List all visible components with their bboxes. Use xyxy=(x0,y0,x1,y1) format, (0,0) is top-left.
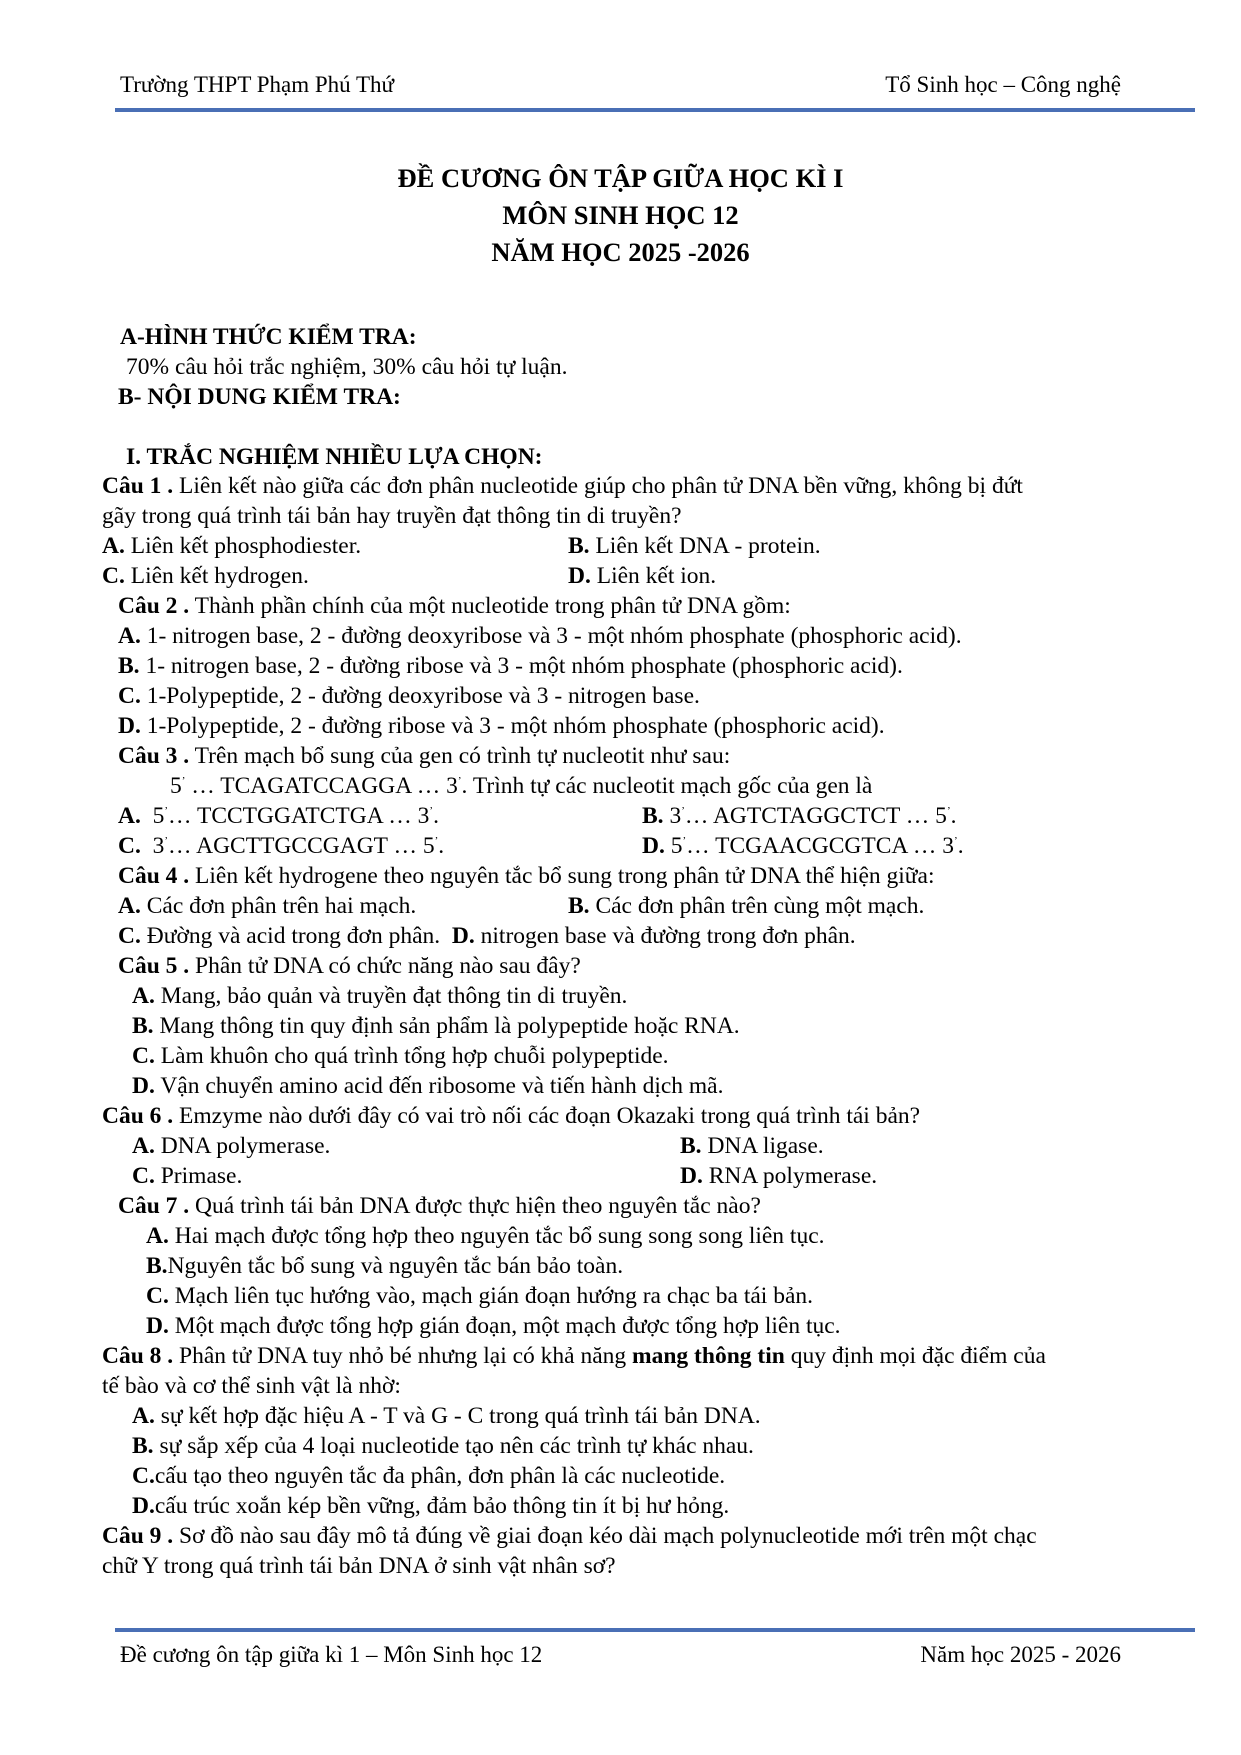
page-footer xyxy=(120,1642,1121,1676)
title-line: MÔN SINH HỌC 12 xyxy=(502,200,739,230)
title-line: NĂM HỌC 2025 -2026 xyxy=(491,237,750,267)
school-name: Trường THPT Phạm Phú Thứ xyxy=(120,72,394,97)
footer-rule xyxy=(115,1628,1195,1632)
footer-year: Năm học 2025 - 2026 xyxy=(920,1642,1121,1667)
option-b: B. sự sắp xếp của 4 loại nucleotide tạo nên các trình tự khác nhau. xyxy=(132,1433,754,1459)
option-a: A. 1- nitrogen base, 2 - đường deoxyribose và 3 - một nhóm phosphate (phosphoric acid). xyxy=(118,623,962,649)
option-d: D. Liên kết ion. xyxy=(568,563,717,589)
option-c: C. Làm khuôn cho quá trình tổng hợp chuỗi polypeptide. xyxy=(132,1043,669,1069)
option-c: C.cấu tạo theo nguyên tắc đa phân, đơn phân là các nucleotide. xyxy=(132,1463,726,1489)
question-5: Câu 5 . Phân tử DNA có chức năng nào sau đây? xyxy=(118,953,581,979)
option-b: B. Mang thông tin quy định sản phẩm là polypeptide hoặc RNA. xyxy=(132,1013,740,1039)
question-1-cont: gãy trong quá trình tái bản hay truyền đạt thông tin di truyền? xyxy=(102,503,682,529)
option-c: C. Liên kết hydrogen. xyxy=(102,563,309,589)
option-b: B. 3’… AGTCTAGGCTCT … 5’. xyxy=(642,803,957,829)
question-6: Câu 6 . Emzyme nào dưới đây có vai trò nối các đoạn Okazaki trong quá trình tái bản? xyxy=(102,1103,921,1129)
document-title xyxy=(0,160,1241,271)
department-name: Tổ Sinh học – Công nghệ xyxy=(885,72,1121,97)
option-c: C. 3’… AGCTTGCCGAGT … 5’. xyxy=(118,833,445,859)
question-3: Câu 3 . Trên mạch bổ sung của gen có trình tự nucleotit như sau: xyxy=(118,743,731,769)
question-label: Câu 1 . xyxy=(102,473,174,499)
option-a: A. Mang, bảo quản và truyền đạt thông tin di truyền. xyxy=(132,983,628,1009)
option-a: A. 5’… TCCTGGATCTGA … 3’. xyxy=(118,803,439,829)
question-9-cont: chữ Y trong quá trình tái bản DNA ở sinh vật nhân sơ? xyxy=(102,1553,616,1579)
question-9: Câu 9 . Sơ đồ nào sau đây mô tả đúng về giai đoạn kéo dài mạch polynucleotide mới trên một chạc xyxy=(102,1523,1037,1549)
question-text: Liên kết nào giữa các đơn phân nucleotide giúp cho phân tử DNA bền vững, không bị đứt xyxy=(173,473,1023,499)
option-b: B. Liên kết DNA - protein. xyxy=(568,533,821,559)
option-a: A. DNA polymerase. xyxy=(132,1133,331,1159)
option-a: A. Các đơn phân trên hai mạch. xyxy=(118,893,417,919)
question-2: Câu 2 . Thành phần chính của một nucleotide trong phân tử DNA gồm: xyxy=(118,593,791,619)
footer-title: Đề cương ôn tập giữa kì 1 – Môn Sinh học 12 xyxy=(120,1642,543,1667)
title-line: ĐỀ CƯƠNG ÔN TẬP GIỮA HỌC KÌ I xyxy=(397,163,844,193)
option-b: B. DNA ligase. xyxy=(680,1133,824,1159)
question-7: Câu 7 . Quá trình tái bản DNA được thực hiện theo nguyên tắc nào? xyxy=(118,1193,761,1219)
option-a: A. Liên kết phosphodiester. xyxy=(102,533,362,559)
option-d: D. Vận chuyển amino acid đến ribosome và tiến hành dịch mã. xyxy=(132,1073,724,1099)
option-c: C. Mạch liên tục hướng vào, mạch gián đoạn hướng ra chạc ba tái bản. xyxy=(146,1283,813,1309)
question-4: Câu 4 . Liên kết hydrogene theo nguyên tắc bổ sung trong phân tử DNA thể hiện giữa: xyxy=(118,863,935,889)
page-header xyxy=(120,72,1121,106)
option-d: D. 1-Polypeptide, 2 - đường ribose và 3 - một nhóm phosphate (phosphoric acid). xyxy=(118,713,885,739)
option-c: C. 1-Polypeptide, 2 - đường deoxyribose và 3 - nitrogen base. xyxy=(118,683,700,709)
option-a: A. sự kết hợp đặc hiệu A - T và G - C trong quá trình tái bản DNA. xyxy=(132,1403,761,1429)
option-a: A. Hai mạch được tổng hợp theo nguyên tắc bổ sung song song liên tục. xyxy=(146,1223,825,1249)
header-rule xyxy=(115,108,1195,112)
question-8: Câu 8 . Phân tử DNA tuy nhỏ bé nhưng lại có khả năng mang thông tin quy định mọi đặc điểm của xyxy=(102,1343,1046,1369)
question-3-sequence: 5’ … TCAGATCCAGGA … 3’. Trình tự các nucleotit mạch gốc của gen là xyxy=(170,773,873,799)
section-a-text: 70% câu hỏi trắc nghiệm, 30% câu hỏi tự luận. xyxy=(126,354,568,380)
part-1-heading: I. TRẮC NGHIỆM NHIỀU LỰA CHỌN: xyxy=(126,444,543,470)
question-8-cont: tế bào và cơ thể sinh vật là nhờ: xyxy=(102,1373,401,1399)
option-c-d: C. Đường và acid trong đơn phân. D. nitrogen base và đường trong đơn phân. xyxy=(118,923,856,949)
question-1 xyxy=(102,471,1023,501)
section-b-heading: B- NỘI DUNG KIỂM TRA: xyxy=(118,384,401,410)
option-d: D. RNA polymerase. xyxy=(680,1163,878,1189)
option-b: B. Các đơn phân trên cùng một mạch. xyxy=(568,893,925,919)
option-b: B. 1- nitrogen base, 2 - đường ribose và 3 - một nhóm phosphate (phosphoric acid). xyxy=(118,653,903,679)
option-b: B.Nguyên tắc bổ sung và nguyên tắc bán bảo toàn. xyxy=(146,1253,624,1279)
option-c: C. Primase. xyxy=(132,1163,243,1189)
section-a-heading: A-HÌNH THỨC KIỂM TRA: xyxy=(120,324,417,350)
option-d: D. Một mạch được tổng hợp gián đoạn, một mạch được tổng hợp liên tục. xyxy=(146,1313,841,1339)
option-d: D.cấu trúc xoắn kép bền vững, đảm bảo thông tin ít bị hư hỏng. xyxy=(132,1493,730,1519)
option-d: D. 5’… TCGAACGCGTCA … 3’. xyxy=(642,833,964,859)
